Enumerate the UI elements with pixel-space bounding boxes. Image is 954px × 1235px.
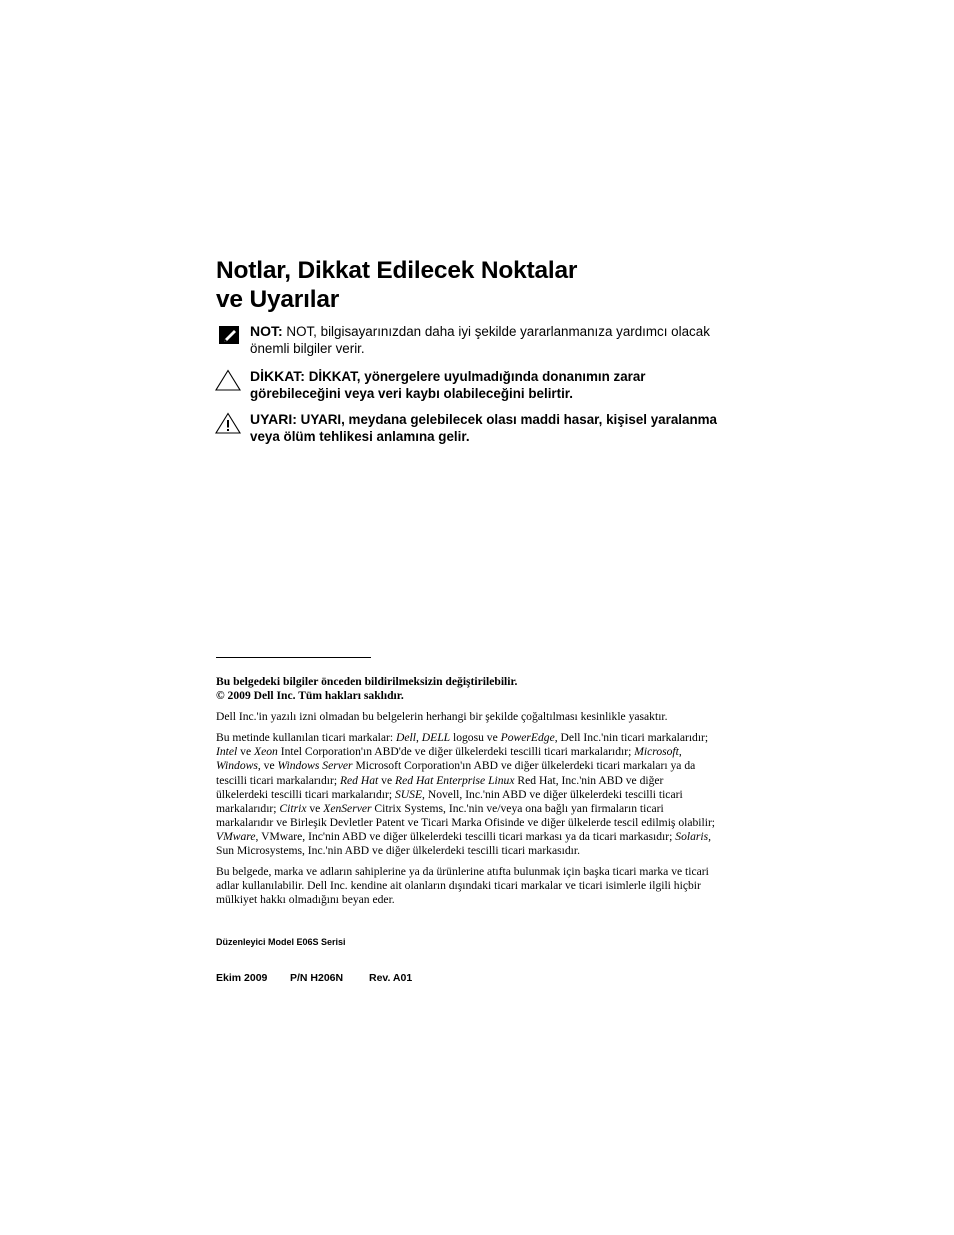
trademark-text: Bu metinde kullanılan ticari markalar: bbox=[216, 731, 396, 745]
trademark-name: Red Hat bbox=[339, 773, 379, 787]
trademark-name: Dell bbox=[395, 731, 416, 745]
caution-label: DİKKAT: bbox=[250, 368, 305, 384]
note-label: NOT: bbox=[250, 323, 283, 339]
trademark-text: Citrix Systems, Inc.'nin ve/veya ona bağlı yan firmaların ticari markalarıdır ve Birleşik Devletler Patent ve Ticari Marka Ofisinde ve diğer ülkelerde tescil edilmiş olabilir; bbox=[216, 801, 716, 829]
page-title bbox=[216, 256, 816, 314]
trademark-notice bbox=[216, 731, 716, 858]
caution-triangle-icon bbox=[214, 368, 242, 392]
change-notice: Bu belgedeki bilgiler önceden bildirilmeksizin değiştirilebilir. bbox=[216, 675, 518, 688]
title-line-1: Notlar, Dikkat Edilecek Noktalar bbox=[216, 257, 578, 284]
trademark-text: , bbox=[678, 745, 682, 759]
legal-header bbox=[216, 675, 716, 703]
trademark-text: , bbox=[415, 731, 422, 745]
trademark-text: Sun Microsystems, Inc.'nin ABD ve diğer ülkelerdeki tescilli ticari markasıdır. bbox=[216, 844, 580, 858]
trademark-name: Microsoft bbox=[634, 745, 679, 759]
trademark-name: Windows bbox=[216, 759, 258, 773]
caution-notice bbox=[214, 368, 734, 402]
trademark-name: Windows Server bbox=[277, 759, 353, 773]
trademark-name: Red Hat Enterprise Linux bbox=[395, 773, 515, 787]
trademark-text: , ve bbox=[257, 759, 278, 773]
trademark-text: Intel Corporation'ın ABD'de ve diğer ülkelerdeki tescilli ticari markalarıdır; bbox=[277, 745, 635, 759]
warning-text: UYARI, meydana gelebilecek olası maddi hasar, kişisel yaralanma veya ölüm tehlikesi anlamına gelir. bbox=[250, 412, 717, 444]
trademark-text: logosu ve bbox=[450, 731, 501, 745]
trademark-text: Red Hat, Inc.'nin ABD ve diğer ülkelerdeki tescilli ticari markalarıdır; bbox=[216, 773, 664, 801]
warning-triangle-icon bbox=[214, 411, 242, 435]
trademark-name: DELL bbox=[421, 731, 451, 745]
revision: Rev. A01 bbox=[369, 972, 413, 984]
release-date: Ekim 2009 bbox=[216, 972, 268, 984]
release-info bbox=[216, 972, 412, 984]
warning-label: UYARI: bbox=[250, 411, 297, 427]
trademark-text: Microsoft Corporation'ın ABD ve diğer ülkelerdeki ticari markaları ya da tescilli ticari markalarıdır; bbox=[216, 759, 696, 787]
copyright: © 2009 Dell Inc. Tüm hakları saklıdır. bbox=[216, 689, 404, 703]
trademark-text: ve bbox=[306, 801, 324, 815]
trademark-text: , Dell Inc.'nin ticari markalarıdır; bbox=[554, 731, 709, 745]
trademark-name: Intel bbox=[216, 745, 238, 759]
trademark-text: , Novell, Inc.'nin ABD ve diğer ülkelerdeki tescilli ticari markalarıdır; bbox=[216, 787, 683, 815]
caution-text: DİKKAT, yönergelere uyulmadığında donanımın zarar görebileceğini veya veri kaybı olabileceğini belirtir. bbox=[250, 369, 646, 401]
trademark-name: VMware bbox=[216, 829, 256, 843]
trademark-name: SUSE bbox=[394, 787, 423, 801]
regulatory-model: Düzenleyici Model E06S Serisi bbox=[216, 937, 346, 947]
trademark-text: ve bbox=[237, 745, 254, 759]
divider bbox=[216, 657, 371, 658]
title-line-2: ve Uyarılar bbox=[216, 286, 340, 313]
trademark-text: ve bbox=[378, 773, 396, 787]
trademark-name: Citrix bbox=[279, 801, 307, 815]
legal-section bbox=[216, 675, 716, 914]
trademark-name: Xeon bbox=[254, 745, 278, 759]
trademark-text: , VMware, Inc'nin ABD ve diğer ülkelerdeki tescilli ticari markası ya da ticari markasıdır; bbox=[255, 829, 676, 843]
note-pencil-icon bbox=[214, 323, 242, 347]
warning-notice bbox=[214, 411, 734, 445]
note-text: NOT, bilgisayarınızdan daha iyi şekilde yararlanmanıza yardımcı olacak önemli bilgiler verir. bbox=[250, 324, 710, 356]
trademark-name: PowerEdge bbox=[500, 731, 555, 745]
disclaimer: Bu belgede, marka ve adların sahiplerine ya da ürünlerine atıfta bulunmak için başka ticari marka ve ticari adlar kullanılabilir. Dell Inc. kendine ait olanların dışındaki ticari markalar ve ticari isimlerle ilgili hiçbir mülkiyet hakkı olmadığını beyan eder. bbox=[216, 865, 709, 907]
part-number: P/N H206N bbox=[290, 972, 344, 984]
note-notice bbox=[214, 323, 734, 357]
trademark-name: Solaris, bbox=[675, 829, 712, 843]
trademark-name: XenServer bbox=[323, 801, 372, 815]
reproduction-notice: Dell Inc.'in yazılı izni olmadan bu belgelerin herhangi bir şekilde çoğaltılması kesinlikle yasaktır. bbox=[216, 710, 668, 724]
